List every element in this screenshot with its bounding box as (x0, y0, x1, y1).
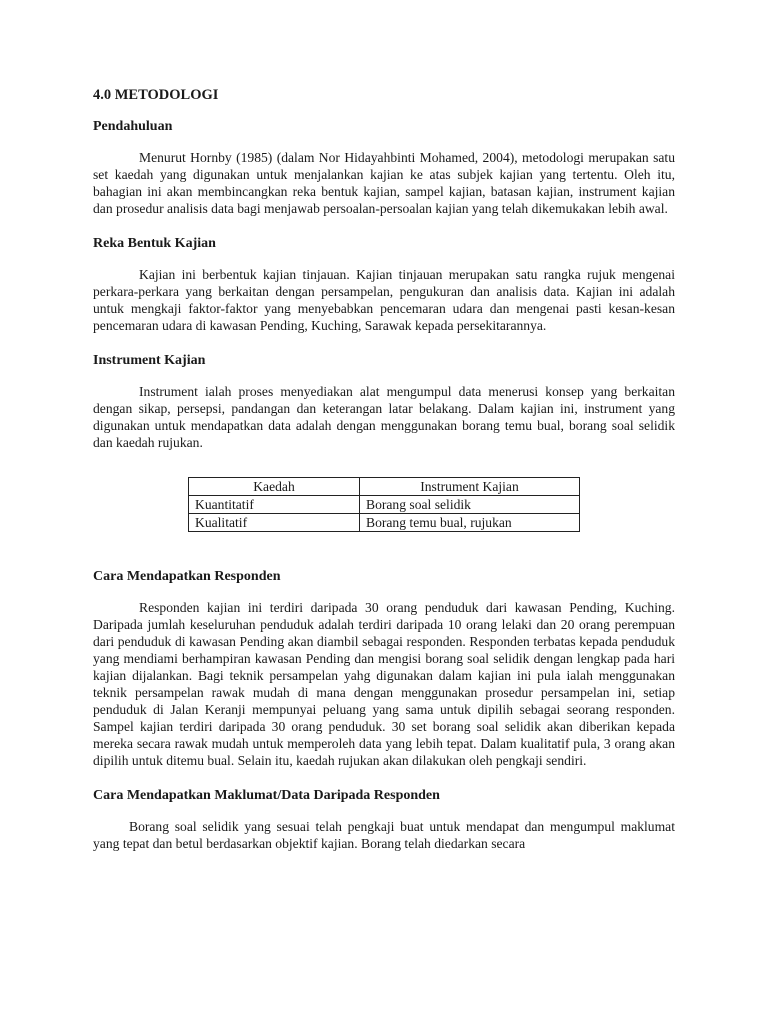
method-table-wrapper (93, 477, 675, 532)
paragraph-maklumat: Borang soal selidik yang sesuai telah pengkaji buat untuk mendapat dan mengumpul maklumat yang tepat dan betul berdasarkan objektif kajian. Borang telah diedarkan secara (93, 819, 675, 851)
table-header-row (189, 478, 580, 496)
section-heading-instrument: Instrument Kajian (93, 353, 206, 368)
paragraph-pendahuluan: Menurut Hornby (1985) (dalam Nor Hidayahbinti Mohamed, 2004), metodologi merupakan satu set kaedah yang digunakan untuk menjalankan kajian ke atas subjek kajian yang tertentu. Oleh itu, bahagian ini akan membincangkan reka bentuk kajian, sampel kajian, batasan kajian, instrument kajian dan prosedur analisis data bagi menjawab persoalan-persoalan kajian yang telah dikemukakan lebih awal. (93, 150, 675, 216)
table-cell: Kuantitatif (189, 496, 360, 514)
section-heading-maklumat: Cara Mendapatkan Maklumat/Data Daripada Responden (93, 788, 440, 803)
section-heading-pendahuluan: Pendahuluan (93, 119, 173, 134)
method-table (188, 477, 580, 532)
paragraph-reka-bentuk: Kajian ini berbentuk kajian tinjauan. Kajian tinjauan merupakan satu rangka rujuk mengenai perkara-perkara yang berkaitan dengan persampelan, pengukuran dan analisis data. Kajian ini adalah untuk mengkaji faktor-faktor yang menyebabkan pencemaran udara dan mengenai pasti kesan-kesan pencemaran udara di kawasan Pending, Kuching, Sarawak kepada persekitarannya. (93, 267, 675, 333)
table-row (189, 496, 580, 514)
table-cell: Kualitatif (189, 514, 360, 532)
table-header-cell: Instrument Kajian (360, 478, 580, 496)
table-cell: Borang temu bual, rujukan (360, 514, 580, 532)
paragraph-responden: Responden kajian ini terdiri daripada 30 orang penduduk dari kawasan Pending, Kuching. Daripada jumlah keseluruhan penduduk adalah terdiri daripada 10 orang lelaki dan 20 orang perempuan dari penduduk di kawasan Pending akan diambil sebagai responden. Responden terbatas kepada penduduk yang mendiami berhampiran kawasan Pending dan mengisi borang soal selidik dengan lengkap pada hari kajian dijalankan. Bagi teknik persampelan yahg digunakan dalam kajian ini pula ialah menggunakan teknik persampelan rawak mudah di mana dengan menggunakan prosedur persampelan ini, setiap penduduk di Jalan Keranji mempunyai peluang yang sama untuk dipilih sebagai seorang responden. Sampel kajian terdiri daripada 30 orang penduduk. 30 set borang soal selidik akan diberikan kepada mereka secara rawak mudah untuk memperoleh data yang lebih tepat. Dalam kualitatif pula, 3 orang akan dipilih untuk ditemu bual. Selain itu, kaedah rujukan akan dilakukan oleh pengkaji sendiri. (93, 600, 675, 768)
section-heading-reka-bentuk: Reka Bentuk Kajian (93, 236, 216, 251)
paragraph-instrument: Instrument ialah proses menyediakan alat mengumpul data menerusi konsep yang berkaitan dengan sikap, persepsi, pandangan dan keterangan latar belakang. Dalam kajian ini, instrument yang digunakan untuk mendapatkan data adalah dengan menggunakan borang temu bual, borang soal selidik dan kaedah rujukan. (93, 384, 675, 450)
section-heading-responden: Cara Mendapatkan Responden (93, 569, 281, 584)
table-row (189, 514, 580, 532)
table-header-cell: Kaedah (189, 478, 360, 496)
page-title: 4.0 METODOLOGI (93, 87, 219, 103)
table-cell: Borang soal selidik (360, 496, 580, 514)
